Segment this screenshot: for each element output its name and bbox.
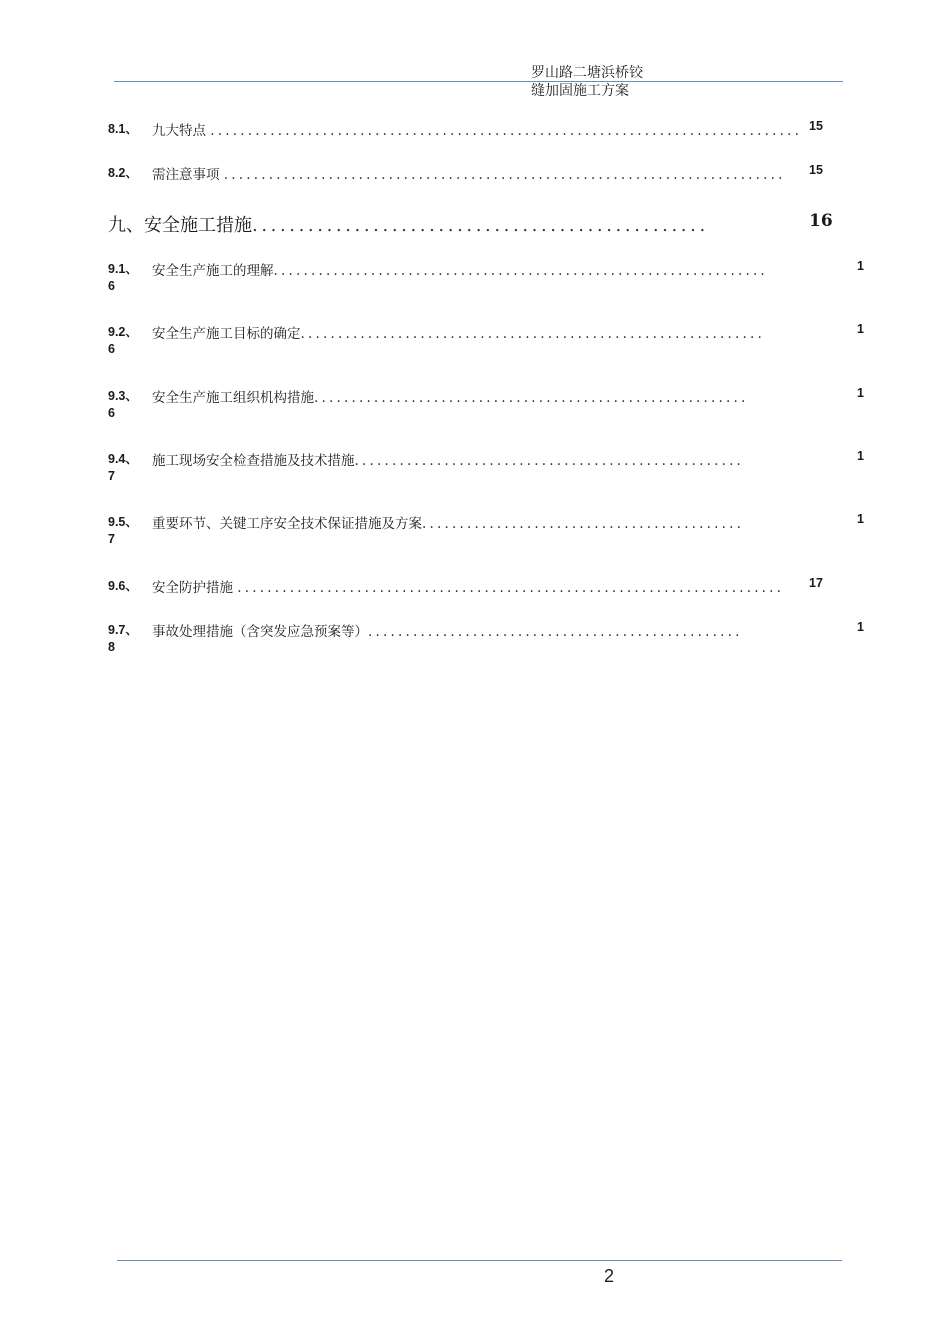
- toc-entry-page-part: 1: [857, 449, 864, 463]
- toc-leader-dots: ....................................................: [354, 453, 745, 469]
- toc-entry-label: 九大特点: [152, 123, 206, 139]
- header-rule: [114, 81, 843, 82]
- toc-entry-page-part: 7: [108, 532, 115, 546]
- toc-entry-page-part: 1: [857, 322, 864, 336]
- toc-leader-dots: ...........................................................................: [223, 167, 786, 183]
- document-header-title: 罗山路二塘浜桥铰缝加固施工方案: [531, 65, 643, 99]
- toc-entry-page-part: 6: [108, 279, 115, 293]
- toc-entry-number: 8.1、: [108, 122, 138, 136]
- toc-entry-page-part: 1: [857, 620, 864, 634]
- toc-entry-page-part: 1: [857, 259, 864, 273]
- toc-entry-number: 9.3、: [108, 389, 138, 403]
- toc-entry-label: 安全生产施工的理解: [152, 263, 274, 279]
- toc-leader-dots: .........................................................................: [237, 580, 785, 596]
- toc-entry-number: 9.2、: [108, 325, 138, 339]
- toc-leader-dots: ...........................................: [422, 516, 745, 532]
- toc-entry-number: 9.1、: [108, 262, 138, 276]
- toc-leader-dots: .................................................: [252, 215, 709, 236]
- toc-entry-label: 安全生产施工组织机构措施: [152, 390, 314, 406]
- toc-entry-number: 9.7、: [108, 623, 138, 637]
- toc-entry-page-part: 7: [108, 469, 115, 483]
- toc-leader-dots: ...............................................................................: [210, 123, 803, 139]
- toc-entry-number: 9.6、: [108, 579, 138, 593]
- toc-leader-dots: ..............................................................: [300, 326, 765, 342]
- toc-entry-label: 需注意事项: [152, 167, 220, 183]
- toc-entry-page: 15: [809, 119, 823, 133]
- toc-entry-label: 施工现场安全检查措施及技术措施: [152, 453, 355, 469]
- toc-entry-page-part: 6: [108, 342, 115, 356]
- toc-leader-dots: ..........................................................: [314, 390, 749, 406]
- footer-rule: [117, 1260, 842, 1261]
- toc-entry-label: 事故处理措施（含突发应急预案等）: [152, 624, 368, 640]
- toc-leader-dots: ..................................................................: [273, 263, 768, 279]
- toc-entry-number: 9.5、: [108, 515, 138, 529]
- toc-entry-label: 安全生产施工目标的确定: [152, 326, 301, 342]
- toc-chapter-page: 16: [809, 211, 833, 231]
- toc-entry-page-part: 1: [857, 386, 864, 400]
- toc-entry-label: 重要环节、关键工序安全技术保证措施及方案: [152, 516, 422, 532]
- toc-entry-page: 15: [809, 163, 823, 177]
- toc-entry-page-part: 8: [108, 640, 115, 654]
- page-number: 2: [604, 1266, 615, 1286]
- toc-entry-number: 9.4、: [108, 452, 138, 466]
- toc-leader-dots: ..................................................: [368, 624, 743, 640]
- toc-entry-page-part: 6: [108, 406, 115, 420]
- toc-entry-label: 安全防护措施: [152, 580, 233, 596]
- toc-chapter-label: 九、安全施工措施: [108, 215, 252, 236]
- toc-entry-number: 8.2、: [108, 166, 138, 180]
- toc-entry-page-part: 1: [857, 512, 864, 526]
- toc-entry-page: 17: [809, 576, 823, 590]
